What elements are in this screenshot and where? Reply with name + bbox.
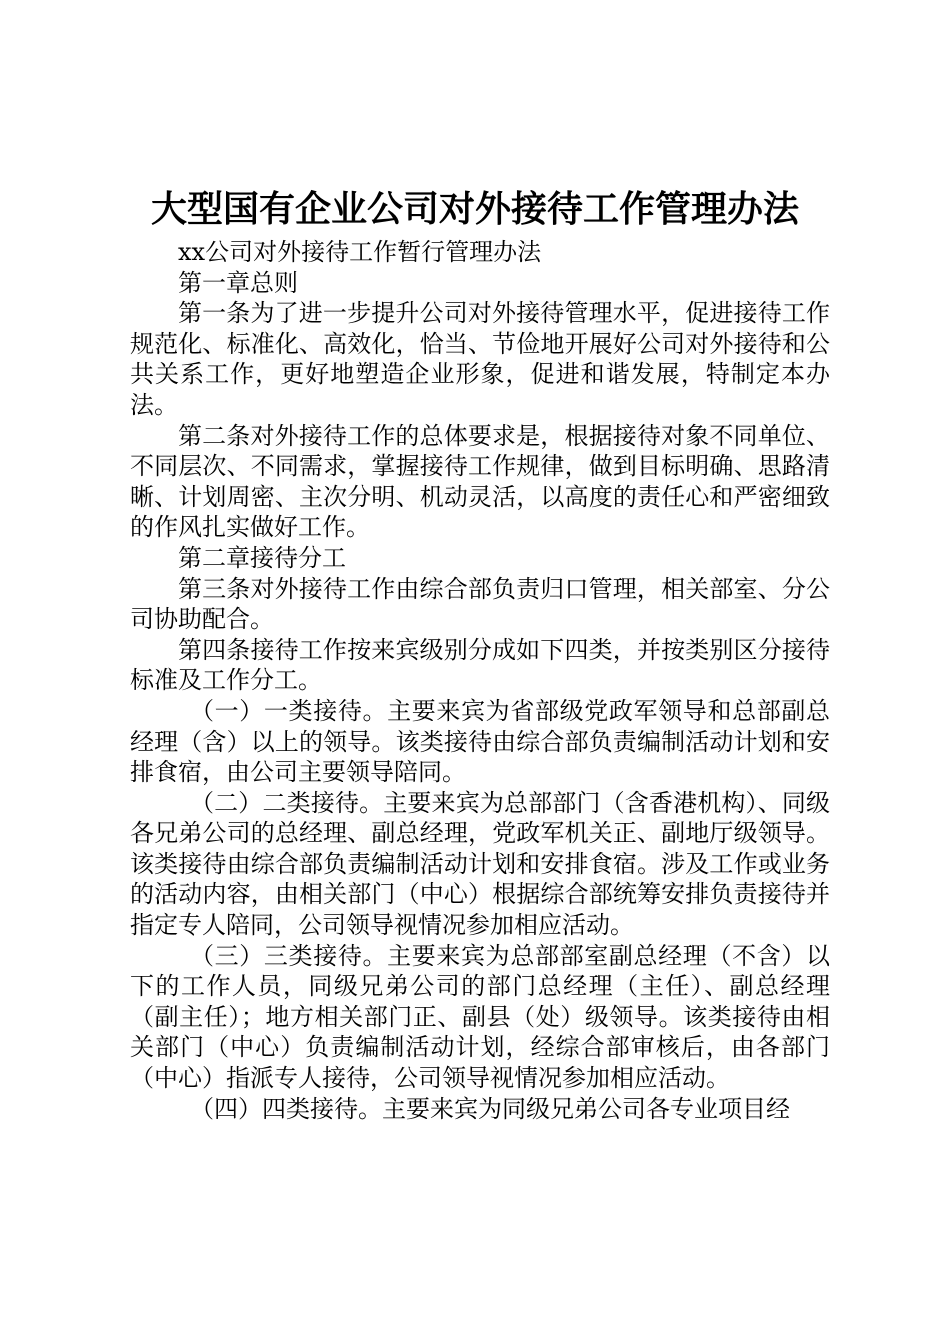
- article-1: 第一条为了进一步提升公司对外接待管理水平，促进接待工作规范化、标准化、高效化，恰当、节俭地开展好公司对外接待和公共关系工作，更好地塑造企业形象，促进和谐发展，特制定本办法。: [130, 299, 830, 419]
- article-3: 第三条对外接待工作由综合部负责归口管理，相关部室、分公司协助配合。: [130, 574, 830, 634]
- document-body: [130, 237, 830, 1124]
- chapter-heading-1: 第一章总则: [178, 268, 298, 297]
- category-4: （四）四类接待。主要来宾为同级兄弟公司各专业项目经: [190, 1094, 790, 1123]
- category-1: （一）一类接待。主要来宾为省部级党政军领导和总部副总经理（含）以上的领导。该类接待由综合部负责编制活动计划和安排食宿，由公司主要领导陪同。: [130, 696, 830, 787]
- subtitle-line: xx公司对外接待工作暂行管理办法: [178, 238, 542, 266]
- category-3: （三）三类接待。主要来宾为总部部室副总经理（不含）以下的工作人员，同级兄弟公司的部门总经理（主任）、副总经理（副主任）；地方相关部门正、副县（处）级领导。该类接待由相关部门（中心）负责编制活动计划，经综合部审核后，由各部门（中心）指派专人接待，公司领导视情况参加相应活动。: [130, 941, 830, 1093]
- category-2: （二）二类接待。主要来宾为总部部门（含香港机构）、同级各兄弟公司的总经理、副总经理，党政军机关正、副地厅级领导。该类接待由综合部负责编制活动计划和安排食宿。涉及工作或业务的活动内容，由相关部门（中心）根据综合部统筹安排负责接待并指定专人陪同，公司领导视情况参加相应活动。: [130, 788, 830, 940]
- article-2: 第二条对外接待工作的总体要求是，根据接待对象不同单位、不同层次、不同需求，掌握接待工作规律，做到目标明确、思路清晰、计划周密、主次分明、机动灵活，以高度的责任心和严密细致的作风扎实做好工作。: [130, 421, 830, 542]
- chapter-heading-2: 第二章接待分工: [178, 543, 346, 572]
- document-title: 大型国有企业公司对外接待工作管理办法: [150, 188, 799, 230]
- article-4: 第四条接待工作按来宾级别分成如下四类，并按类别区分接待标准及工作分工。: [130, 635, 830, 695]
